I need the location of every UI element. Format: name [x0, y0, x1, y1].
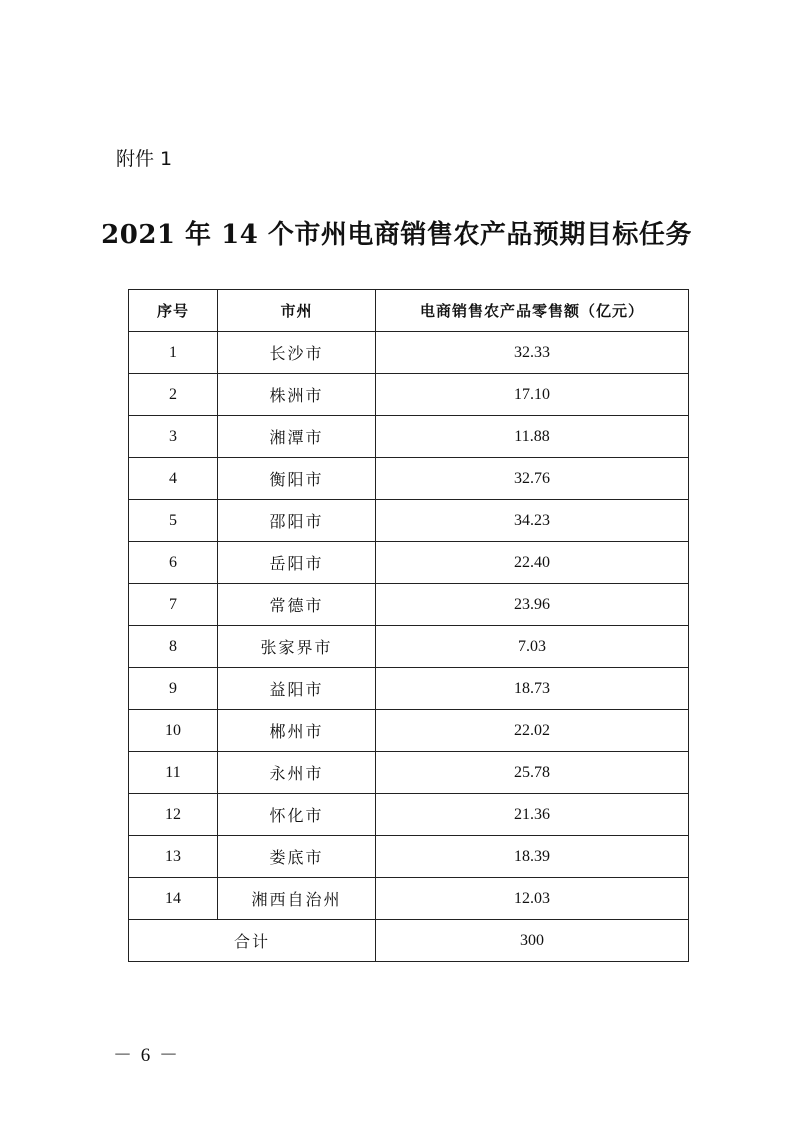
row-amount: 7.03 [376, 626, 689, 668]
attachment-label: 附件 1 [116, 148, 173, 170]
row-city: 永州市 [218, 752, 376, 794]
row-serial-number: 1 [129, 332, 218, 374]
table-row [129, 668, 689, 710]
row-serial-number: 9 [129, 668, 218, 710]
row-amount: 32.76 [376, 458, 689, 500]
row-amount: 17.10 [376, 374, 689, 416]
table-total-row [129, 920, 689, 962]
row-city: 怀化市 [218, 794, 376, 836]
total-label: 合计 [129, 920, 376, 962]
row-serial-number: 4 [129, 458, 218, 500]
row-amount: 22.40 [376, 542, 689, 584]
row-city: 湘潭市 [218, 416, 376, 458]
row-amount: 11.88 [376, 416, 689, 458]
total-value: 300 [376, 920, 689, 962]
page-number: － 6 － [113, 1045, 181, 1066]
table-row [129, 500, 689, 542]
row-amount: 12.03 [376, 878, 689, 920]
header-retail-amount: 电商销售农产品零售额（亿元） [376, 290, 689, 332]
row-serial-number: 12 [129, 794, 218, 836]
document-title: 2021 年 14 个市州电商销售农产品预期目标任务 [101, 220, 692, 250]
row-serial-number: 7 [129, 584, 218, 626]
row-city: 张家界市 [218, 626, 376, 668]
header-city: 市州 [218, 290, 376, 332]
row-serial-number: 2 [129, 374, 218, 416]
row-serial-number: 11 [129, 752, 218, 794]
row-serial-number: 13 [129, 836, 218, 878]
row-city: 湘西自治州 [218, 878, 376, 920]
table-row [129, 710, 689, 752]
row-city: 株洲市 [218, 374, 376, 416]
row-amount: 21.36 [376, 794, 689, 836]
row-serial-number: 5 [129, 500, 218, 542]
table-row [129, 374, 689, 416]
row-amount: 32.33 [376, 332, 689, 374]
row-serial-number: 10 [129, 710, 218, 752]
table-row [129, 584, 689, 626]
table-row [129, 878, 689, 920]
row-serial-number: 8 [129, 626, 218, 668]
table-row [129, 836, 689, 878]
header-serial-number: 序号 [129, 290, 218, 332]
row-amount: 25.78 [376, 752, 689, 794]
table-row [129, 752, 689, 794]
row-serial-number: 14 [129, 878, 218, 920]
table-row [129, 794, 689, 836]
row-city: 长沙市 [218, 332, 376, 374]
row-city: 娄底市 [218, 836, 376, 878]
row-city: 岳阳市 [218, 542, 376, 584]
row-amount: 22.02 [376, 710, 689, 752]
table-row [129, 458, 689, 500]
target-table [128, 289, 689, 962]
row-amount: 18.73 [376, 668, 689, 710]
row-amount: 23.96 [376, 584, 689, 626]
table-header-row [129, 290, 689, 332]
row-amount: 34.23 [376, 500, 689, 542]
row-amount: 18.39 [376, 836, 689, 878]
row-city: 益阳市 [218, 668, 376, 710]
row-city: 常德市 [218, 584, 376, 626]
row-city: 邵阳市 [218, 500, 376, 542]
row-city: 郴州市 [218, 710, 376, 752]
table-row [129, 542, 689, 584]
table-row [129, 332, 689, 374]
row-city: 衡阳市 [218, 458, 376, 500]
row-serial-number: 3 [129, 416, 218, 458]
row-serial-number: 6 [129, 542, 218, 584]
table-row [129, 626, 689, 668]
table-row [129, 416, 689, 458]
